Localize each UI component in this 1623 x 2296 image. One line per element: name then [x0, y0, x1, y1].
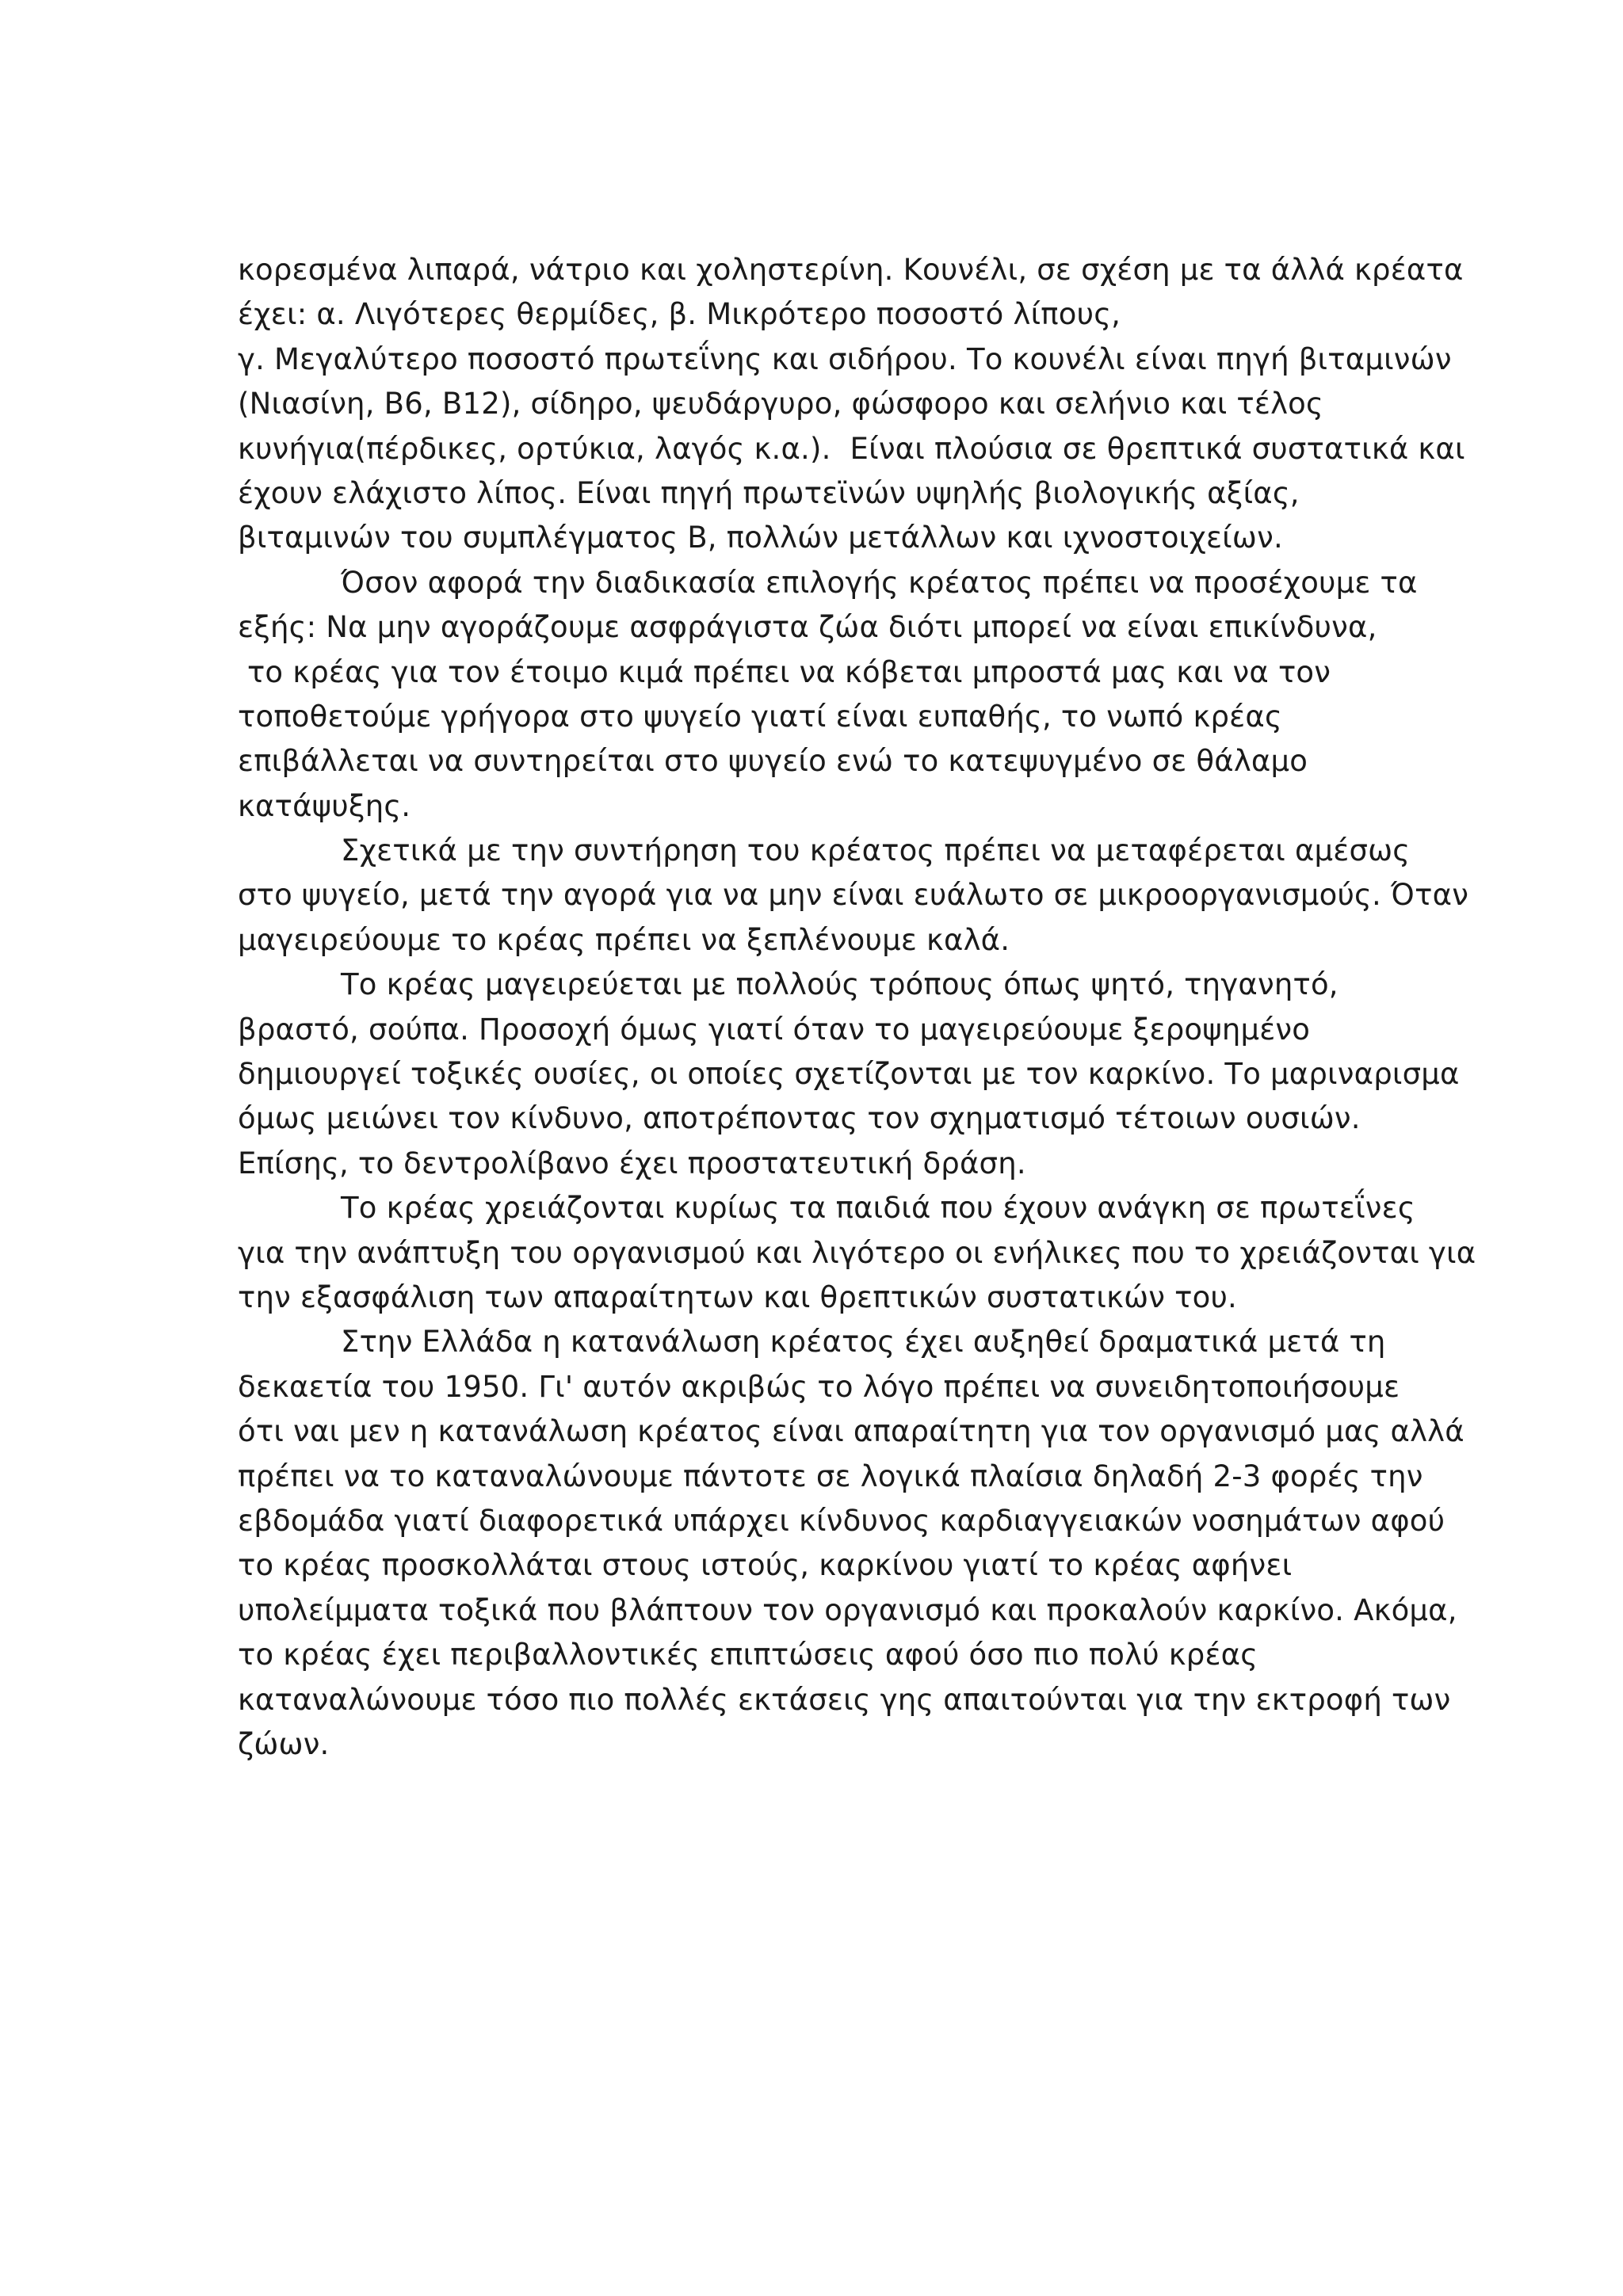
text-line: ζώων. [238, 1726, 330, 1761]
text-line: βραστό, σούπα. Προσοχή όμως γιατί όταν το μαγειρεύουμε ξεροψημένο [238, 1012, 1311, 1047]
text-line: εβδομάδα γιατί διαφορετικά υπάρχει κίνδυνος καρδιαγγειακών νοσημάτων αφού [238, 1503, 1445, 1538]
text-line: βιταμινών του συμπλέγματος Β, πολλών μετάλλων και ιχνοστοιχείων. [238, 521, 1283, 555]
text-line: το κρέας για τον έτοιμο κιμά πρέπει να κόβεται μπροστά μας και να τον [238, 654, 1331, 689]
text-line: στο ψυγείο, μετά την αγορά για να μην είναι ευάλωτο σε μικροοργανισμούς. Όταν [238, 878, 1469, 913]
text-line: ότι ναι μεν η κατανάλωση κρέατος είναι απαραίτητη για τον οργανισμό μας αλλά [238, 1414, 1465, 1449]
text-line: κορεσμένα λιπαρά, νάτριο και χοληστερίνη. Κουνέλι, σε σχέση με τα άλλά κρέατα [238, 253, 1464, 287]
paragraph-first-line: Το κρέας μαγειρεύεται με πολλούς τρόπους όπως ψητό, τηγανητό, [341, 967, 1338, 1002]
text-line: δημιουργεί τοξικές ουσίες, οι οποίες σχετίζονται με τον καρκίνο. Το μαριναρισμα [238, 1057, 1460, 1092]
text-line: κατάψυξης. [238, 788, 411, 823]
paragraph-first-line: Σχετικά με την συντήρηση του κρέατος πρέπει να μεταφέρεται αμέσως [341, 833, 1411, 868]
text-line: (Νιασίνη, Β6, Β12), σίδηρο, ψευδάργυρο, φώσφορο και σελήνιο και τέλος [238, 387, 1323, 421]
paragraph-first-line: Το κρέας χρειάζονται κυρίως τα παιδιά που έχουν ανάγκη σε πρωτεΐνες [341, 1191, 1415, 1226]
text-line: επιβάλλεται να συντηρείται στο ψυγείο ενώ το κατεψυγμένο σε θάλαμο [238, 744, 1308, 779]
text-line: υπολείμματα τοξικά που βλάπτουν τον οργανισμό και προκαλούν καρκίνο. Ακόμα, [238, 1592, 1457, 1627]
text-line: Επίσης, το δεντρολίβανο έχει προστατευτική δράση. [238, 1146, 1026, 1180]
text-line: τοποθετούμε γρήγορα στο ψυγείο γιατί είναι ευπαθής, το νωπό κρέας [238, 699, 1282, 734]
text-line: την εξασφάλιση των απαραίτητων και θρεπτικών συστατικών του. [238, 1280, 1238, 1314]
text-line: πρέπει να το καταναλώνουμε πάντοτε σε λογικά πλαίσια δηλαδή 2-3 φορές την [238, 1459, 1423, 1493]
text-line: γ. Μεγαλύτερο ποσοστό πρωτεΐνης και σιδήρου. Το κουνέλι είναι πηγή βιταμινών [238, 341, 1452, 376]
text-line: έχει: α. Λιγότερες θερμίδες, β. Μικρότερο ποσοστό λίπους, [238, 297, 1121, 332]
text-line: όμως μειώνει τον κίνδυνο, αποτρέποντας τον σχηματισμό τέτοιων ουσιών. [238, 1101, 1361, 1136]
text-line: εξής: Να μην αγοράζουμε ασφράγιστα ζώα διότι μπορεί να είναι επικίνδυνα, [238, 610, 1377, 645]
text-line: δεκαετία του 1950. Γι' αυτόν ακριβώς το λόγο πρέπει να συνειδητοποιήσουμε [238, 1369, 1400, 1404]
text-line: το κρέας έχει περιβαλλοντικές επιπτώσεις αφού όσο πιο πολύ κρέας [238, 1638, 1258, 1672]
text-line: το κρέας προσκολλάται στους ιστούς, καρκίνου γιατί το κρέας αφήνει [238, 1548, 1293, 1583]
text-line: για την ανάπτυξη του οργανισμού και λιγότερο οι ενήλικες που το χρειάζονται για [238, 1235, 1476, 1270]
text-line: καταναλώνουμε τόσο πιο πολλές εκτάσεις γης απαιτούνται για την εκτροφή των [238, 1682, 1451, 1717]
text-line: μαγειρεύουμε το κρέας πρέπει να ξεπλένουμε καλά. [238, 922, 1010, 957]
paragraph-first-line: Όσον αφορά την διαδικασία επιλογής κρέατος πρέπει να προσέχουμε τα [341, 565, 1418, 600]
text-line: έχουν ελάχιστο λίπος. Είναι πηγή πρωτεϊνών υψηλής βιολογικής αξίας, [238, 475, 1300, 510]
paragraph-first-line: Στην Ελλάδα η κατανάλωση κρέατος έχει αυξηθεί δραματικά μετά τη [341, 1325, 1386, 1360]
body-text [238, 248, 1476, 1767]
text-line: κυνήγια(πέρδικες, ορτύκια, λαγός κ.α.). Είναι πλούσια σε θρεπτικά συστατικά και [238, 431, 1465, 466]
